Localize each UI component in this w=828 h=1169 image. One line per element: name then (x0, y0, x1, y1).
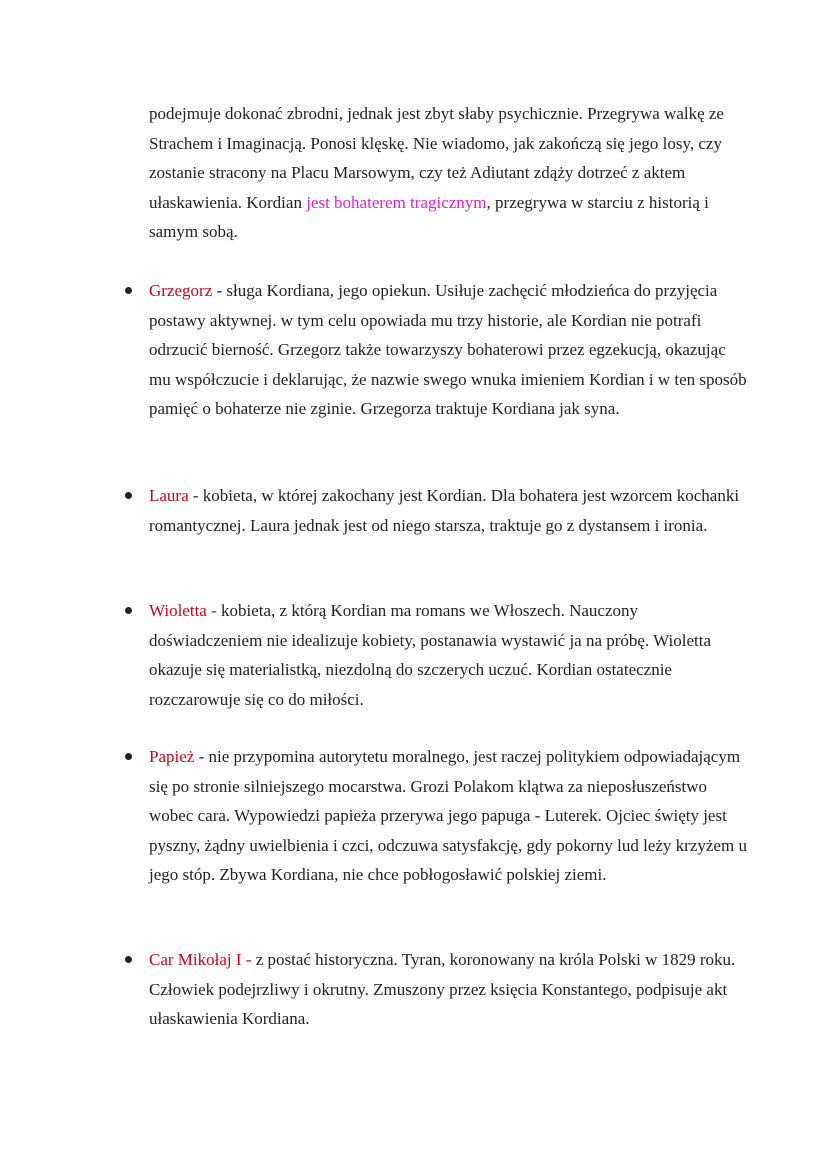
character-name: Grzegorz (149, 281, 213, 300)
list-item-text (149, 276, 749, 424)
list-item-text (149, 742, 749, 890)
list-item-text (149, 481, 749, 540)
character-name: Car Mikołaj I - (149, 950, 252, 969)
bullet-icon (125, 492, 132, 499)
list-item-papiez (149, 742, 749, 890)
character-description: - nie przypomina autorytetu moralnego, jest raczej politykiem odpowiadającym się po stronie silniejszego mocarstwa. Grozi Polakom klątwa za nieposłuszeństwo wobec cara. Wypowiedzi papieża przerywa jego papuga - Luterek. Ojciec święty jest pyszny, żądny uwielbienia i czci, odczuwa satysfakcję, gdy pokorny lud leży krzyżem u jego stóp. Zbywa Kordiana, nie chce pobłogosławić polskiej ziemi. (149, 747, 747, 885)
character-description: z postać historyczna. Tyran, koronowany na króla Polski w 1829 roku. Człowiek podejrzliwy i okrutny. Zmuszony przez księcia Konstantego, podpisuje akt ułaskawienia Kordiana. (149, 950, 736, 1029)
intro-text-after: , przegrywa w starciu z historią i samym sobą. (149, 192, 709, 242)
list-item-text (149, 596, 749, 714)
intro-paragraph (149, 99, 749, 247)
character-description: - sługa Kordiana, jego opiekun. Usiłuje zachęcić młodzieńca do przyjęcia postawy aktywnej. w tym celu opowiada mu trzy historie, ale Kordian nie potrafi odrzucić bierność. Grzegorz także towarzyszy bohaterowi przez egzekucją, okazując mu współczucie i deklarując, że nazwie swego wnuka imieniem Kordian i w ten sposób pamięć o bohaterze nie zginie. Grzegorza traktuje Kordiana jak syna. (149, 281, 747, 419)
list-item-car-mikolaj (149, 945, 749, 1034)
list-item-wioletta (149, 596, 749, 714)
intro-highlight: jest bohaterem tragicznym (306, 192, 487, 212)
list-item-text (149, 945, 749, 1034)
character-description: - kobieta, w której zakochany jest Kordian. Dla bohatera jest wzorcem kochanki romantycznej. Laura jednak jest od niego starsza, traktuje go z dystansem i ironia. (149, 486, 740, 535)
character-name: Papież (149, 747, 195, 766)
list-item-grzegorz (149, 276, 749, 424)
intro-text-before: podejmuje dokonać zbrodni, jednak jest zbyt słaby psychicznie. Przegrywa walkę ze Strachem i Imaginacją. Ponosi klęskę. Nie wiadomo, jak zakończą się jego losy, czy zostanie stracony na Placu Marsowym, czy też Adiutant zdąży dotrzeć z aktem ułaskawienia. Kordian (149, 104, 724, 212)
bullet-icon (125, 753, 132, 760)
character-name: Laura (149, 486, 189, 505)
list-item-laura (149, 481, 749, 540)
bullet-icon (125, 287, 132, 294)
bullet-icon (125, 607, 132, 614)
intro-text (149, 99, 749, 247)
character-description: kobieta, z którą Kordian ma romans we Włoszech. Nauczony doświadczeniem nie idealizuje kobiety, postanawia wystawić ja na próbę. Wioletta okazuje się materialistką, niezdolną do szczerych uczuć. Kordian ostatecznie rozczarowuje się co do miłości. (149, 601, 712, 709)
bullet-icon (125, 956, 132, 963)
character-name: Wioletta - (149, 601, 217, 620)
